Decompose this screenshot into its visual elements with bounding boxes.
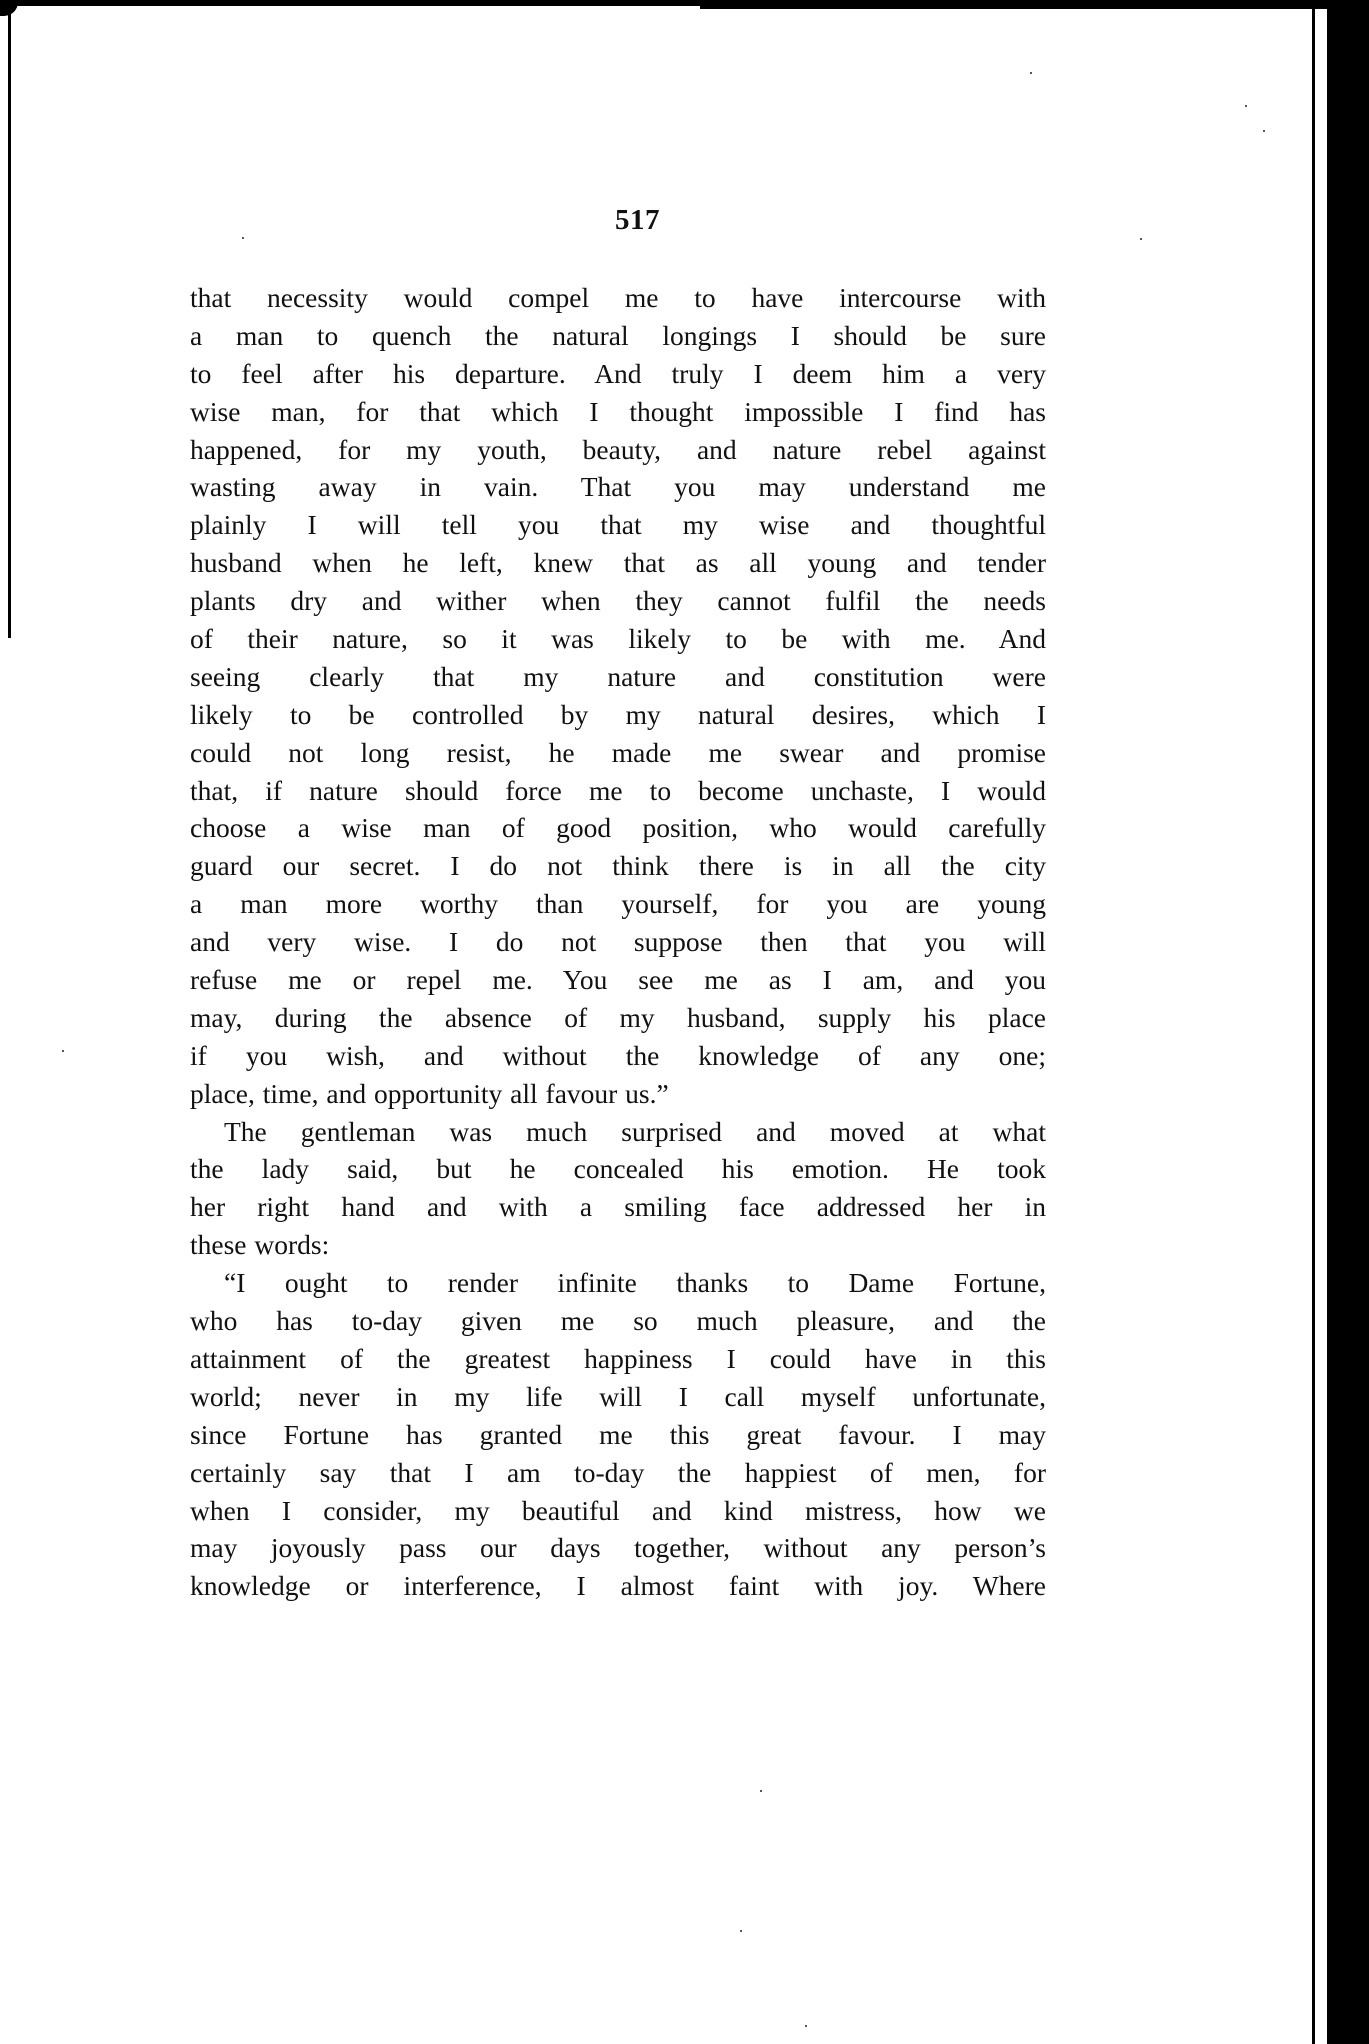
text-line: to feel after his departure. And truly I deem him a very [190, 357, 1046, 389]
text-line: if you wish, and without the knowledge of any one; [190, 1039, 1046, 1071]
scan-right-gutter-shadow [1327, 0, 1369, 2044]
text-line: certainly say that I am to-day the happiest of men, for [190, 1456, 1046, 1488]
text-line: that, if nature should force me to become unchaste, I would [190, 774, 1046, 806]
text-line: her right hand and with a smiling face addressed her in [190, 1191, 1046, 1223]
paragraph-first-line: The gentleman was much surprised and moved at what [224, 1115, 1046, 1147]
scan-speck [1030, 72, 1032, 74]
scan-right-edge-line [1312, 8, 1315, 2044]
scan-left-edge-line [8, 6, 11, 638]
text-line: husband when he left, knew that as all young and tender [190, 547, 1046, 579]
scan-speck [62, 1050, 64, 1052]
text-line: that necessity would compel me to have intercourse with [190, 282, 1046, 313]
text-line: may, during the absence of my husband, supply his place [190, 1001, 1046, 1033]
scan-speck [242, 237, 244, 239]
text-line: since Fortune has granted me this great favour. I may [190, 1418, 1046, 1450]
text-line: wasting away in vain. That you may understand me [190, 471, 1046, 503]
text-line: choose a wise man of good position, who would carefully [190, 812, 1046, 844]
text-line: of their nature, so it was likely to be with me. And [190, 623, 1046, 655]
text-line: wise man, for that which I thought impossible I find has [190, 395, 1046, 427]
page-number: 517 [615, 204, 660, 236]
text-line: seeing clearly that my nature and constitution were [190, 660, 1046, 692]
text-line: attainment of the greatest happiness I could have in this [190, 1342, 1046, 1374]
scan-speck [1263, 130, 1265, 132]
text-line: plainly I will tell you that my wise and thoughtful [190, 509, 1046, 541]
text-line: happened, for my youth, beauty, and nature rebel against [190, 433, 1046, 465]
text-line: guard our secret. I do not think there is in all the city [190, 850, 1046, 882]
text-line: a man more worthy than yourself, for you are young [190, 888, 1046, 920]
scan-speck [1245, 105, 1247, 107]
text-line: plants dry and wither when they cannot fulfil the needs [190, 585, 1046, 617]
text-line: could not long resist, he made me swear and promise [190, 736, 1046, 768]
text-line: a man to quench the natural longings I should be sure [190, 319, 1046, 351]
text-line: these words: [190, 1229, 330, 1261]
text-line: and very wise. I do not suppose then that you will [190, 926, 1046, 958]
body-text [190, 279, 1046, 1605]
text-line: likely to be controlled by my natural desires, which I [190, 698, 1046, 730]
text-line: the lady said, but he concealed his emotion. He took [190, 1153, 1046, 1185]
text-line: place, time, and opportunity all favour us.” [190, 1077, 669, 1109]
scan-speck [1140, 238, 1142, 240]
text-line: world; never in my life will I call myself unfortunate, [190, 1380, 1046, 1412]
scan-top-border-thick [700, 0, 1369, 9]
text-line: who has to-day given me so much pleasure, and the [190, 1305, 1046, 1337]
text-line: may joyously pass our days together, without any person’s [190, 1532, 1046, 1564]
scan-speck [740, 1930, 742, 1932]
text-line: refuse me or repel me. You see me as I am, and you [190, 964, 1046, 996]
scan-speck [805, 2025, 807, 2027]
text-line: knowledge or interference, I almost faint with joy. Where [190, 1570, 1046, 1602]
scan-speck [760, 1790, 762, 1792]
paragraph-first-line: “I ought to render infinite thanks to Dame Fortune, [224, 1267, 1046, 1299]
text-line: when I consider, my beautiful and kind mistress, how we [190, 1494, 1046, 1526]
